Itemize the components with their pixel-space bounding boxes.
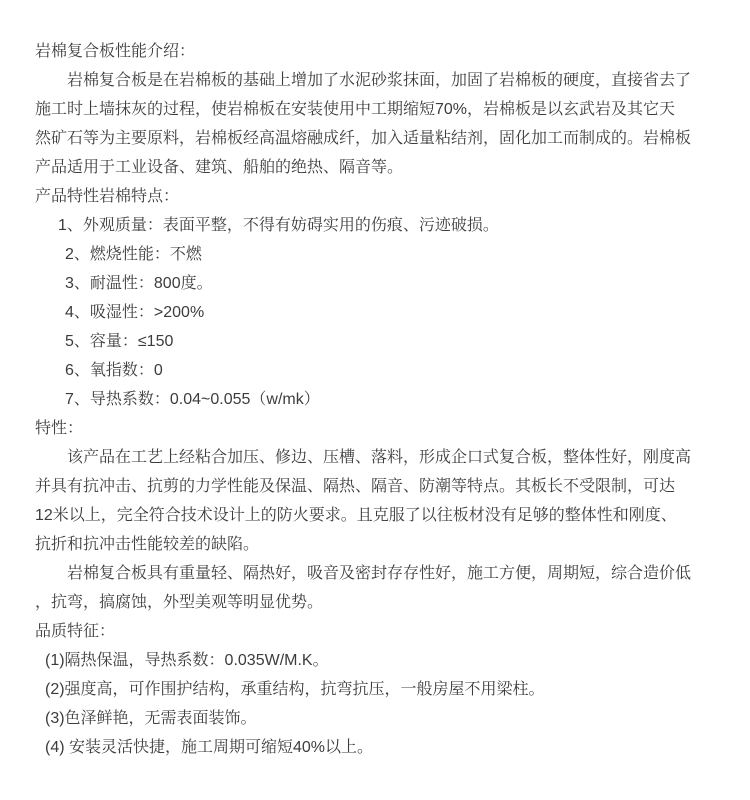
intro-paragraph-line-4: 产品适用于工业设备、建筑、船舶的绝热、隔音等。 xyxy=(35,159,404,176)
quality-item-4: (4) 安装灵活快捷，施工周期可缩短40%以上。 xyxy=(45,739,374,756)
properties-paragraph2-line-1: 岩棉复合板具有重量轻、隔热好，吸音及密封存存性好，施工方便，周期短，综合造价低 xyxy=(67,565,692,582)
intro-heading: 岩棉复合板性能介绍： xyxy=(35,43,196,60)
intro-paragraph-line-3: 然矿石等为主要原料，岩棉板经高温熔融成纤，加入适量粘结剂，固化加工而制成的。岩棉板 xyxy=(35,130,692,147)
properties-paragraph1-line-2: 并具有抗冲击、抗剪的力学性能及保温、隔热、隔音、防潮等特点。其板长不受限制，可达 xyxy=(35,478,676,495)
intro-paragraph-line-2: 施工时上墙抹灰的过程，使岩棉板在安装使用中工期缩短70%，岩棉板是以玄武岩及其它天 xyxy=(35,101,676,118)
properties-paragraph1-line-1: 该产品在工艺上经粘合加压、修边、压槽、落料，形成企口式复合板，整体性好，刚度高 xyxy=(67,449,692,466)
feature-item-4: 4、吸湿性：>200% xyxy=(65,304,205,321)
properties-paragraph1-line-3: 12米以上，完全符合技术设计上的防火要求。且克服了以往板材没有足够的整体性和刚度、 xyxy=(35,507,677,524)
feature-item-2: 2、燃烧性能：不燃 xyxy=(65,246,202,263)
properties-heading: 特性： xyxy=(35,420,84,437)
properties-paragraph1-line-4: 抗折和抗冲击性能较差的缺陷。 xyxy=(35,536,260,553)
feature-item-6: 6、氧指数：0 xyxy=(65,362,163,379)
feature-item-7: 7、导热系数：0.04~0.055（w/mk） xyxy=(65,391,320,408)
feature-item-5: 5、容量：≤150 xyxy=(65,333,174,350)
feature-item-1: 1、外观质量：表面平整，不得有妨碍实用的伤痕、污迹破损。 xyxy=(58,217,499,234)
features-heading: 产品特性岩棉特点： xyxy=(35,188,180,205)
quality-item-1: (1)隔热保温，导热系数：0.035W/M.K。 xyxy=(45,652,329,669)
quality-item-2: (2)强度高，可作围护结构，承重结构，抗弯抗压，一般房屋不用梁柱。 xyxy=(45,681,545,698)
quality-heading: 品质特征： xyxy=(35,623,116,640)
quality-item-3: (3)色泽鲜艳，无需表面装饰。 xyxy=(45,710,257,727)
feature-item-3: 3、耐温性：800度。 xyxy=(65,275,213,292)
properties-paragraph2-line-2: ，抗弯，搞腐蚀，外型美观等明显优势。 xyxy=(35,594,324,611)
intro-paragraph-line-1: 岩棉复合板是在岩棉板的基础上增加了水泥砂浆抹面，加固了岩棉板的硬度，直接省去了 xyxy=(67,72,692,89)
